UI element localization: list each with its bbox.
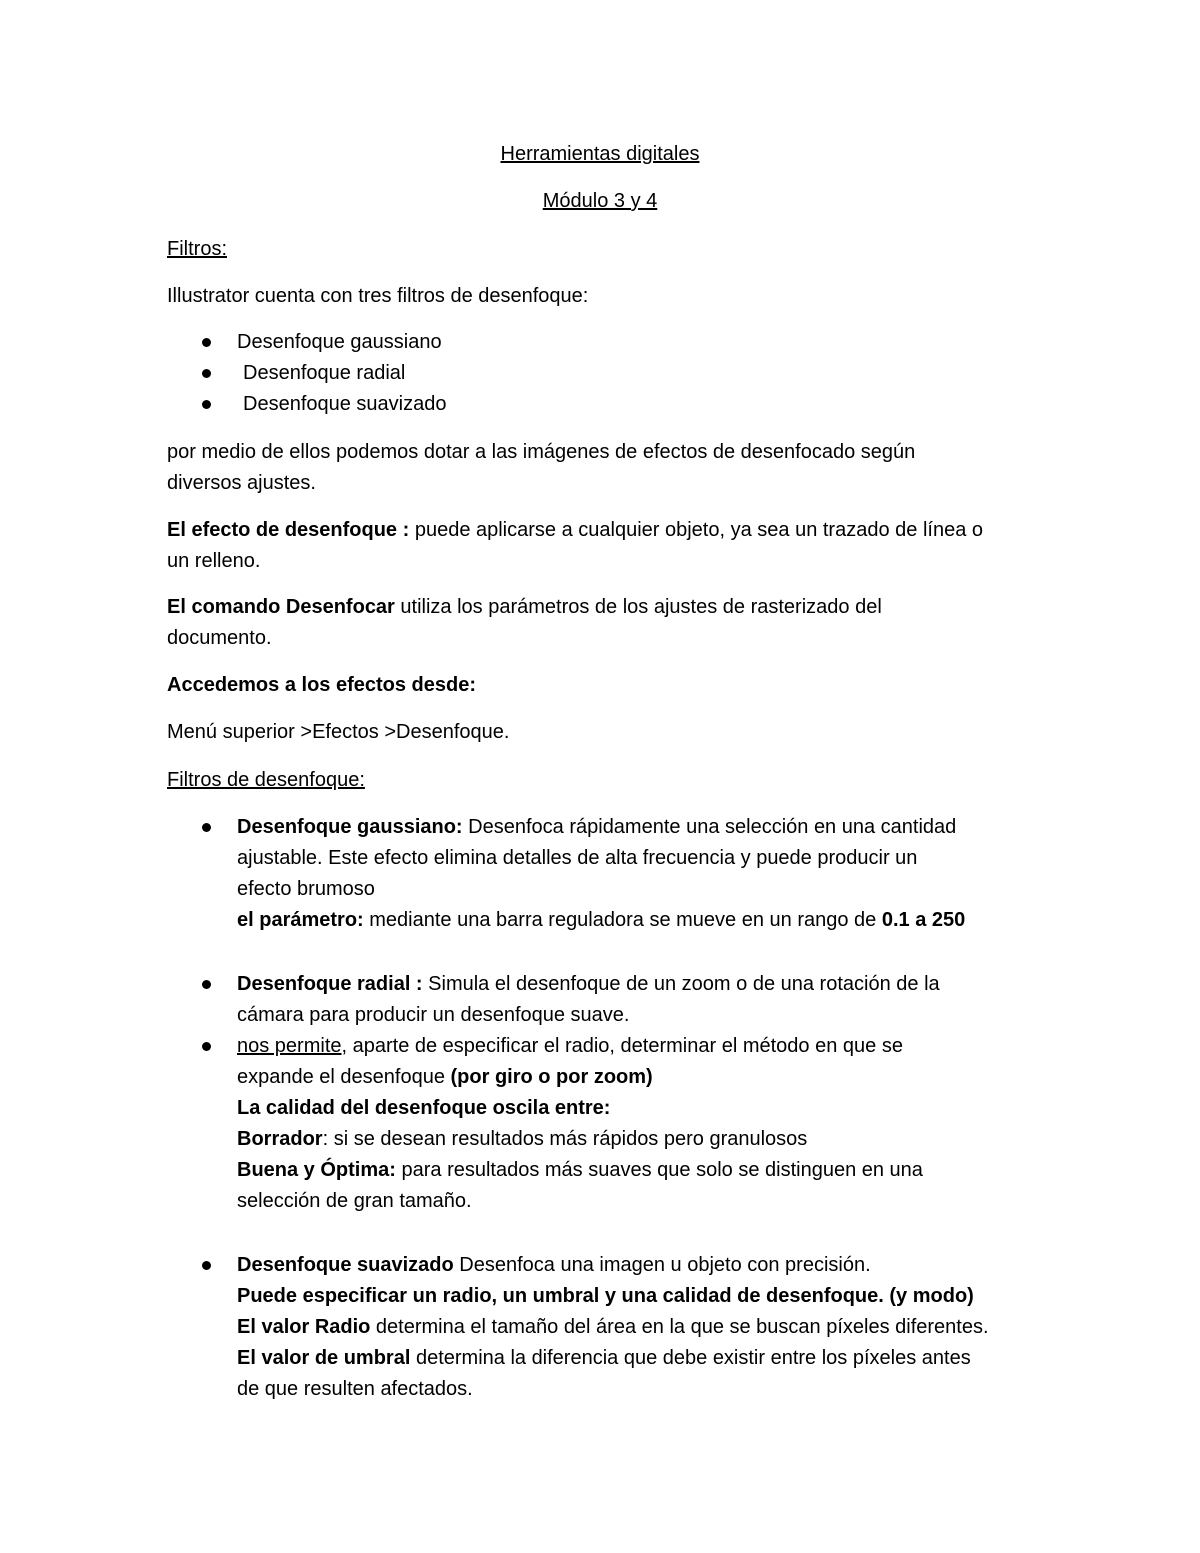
filtros-heading: Filtros: (167, 238, 227, 260)
filters-list (198, 327, 1058, 420)
list-item: Desenfoque radial : Simula el desenfoque de un zoom o de una rotación de la cámara para producir un desenfoque suave. (198, 969, 1058, 1031)
bullet-icon (202, 400, 211, 409)
list-item: nos permite, aparte de especificar el radio, determinar el método en que se expande el desenfoque (por giro o por zoom) La calidad del desenfoque oscila entre: Borrador: si se desean resultados más rápidos pero granulosos Buena y Óptima: para resultados más suaves que solo se distinguen en una selección de gran tamaño. (198, 1031, 1058, 1217)
medio-paragraph: por medio de ellos podemos dotar a las imágenes de efectos de desenfocado según diversos ajustes. (167, 441, 916, 494)
suavizado-list (198, 1250, 1058, 1405)
accedemos-heading: Accedemos a los efectos desde: (167, 674, 477, 696)
filtros-desenfoque-heading: Filtros de desenfoque: (167, 769, 365, 791)
bullet-icon (202, 1261, 211, 1270)
gaussiano-list (198, 812, 1058, 936)
menu-path: Menú superior >Efectos >Desenfoque. (167, 721, 510, 743)
bullet-icon (202, 369, 211, 378)
bullet-icon (202, 1042, 211, 1051)
document-subtitle: Módulo 3 y 4 (542, 190, 658, 212)
efecto-paragraph: El efecto de desenfoque : puede aplicarse a cualquier objeto, ya sea un trazado de línea o un relleno. (167, 519, 983, 572)
comando-paragraph: El comando Desenfocar utiliza los parámetros de los ajustes de rasterizado del documento. (167, 596, 882, 649)
document-title: Herramientas digitales (500, 143, 700, 165)
list-item: Desenfoque suavizado Desenfoca una imagen u objeto con precisión. Puede especificar un radio, un umbral y una calidad de desenfoque. (y modo) El valor Radio determina el tamaño del área en la que se buscan píxeles diferentes. El valor de umbral determina la diferencia que debe existir entre los píxeles antes de que resulten afectados. (198, 1250, 1058, 1405)
bullet-icon (202, 980, 211, 989)
list-item: Desenfoque gaussiano: Desenfoca rápidamente una selección en una cantidad ajustable. Este efecto elimina detalles de alta frecuencia y puede producir un efecto brumoso el parámetro: mediante una barra reguladora se mueve en un rango de 0.1 a 250 (198, 812, 1058, 936)
intro-paragraph: Illustrator cuenta con tres filtros de desenfoque: (167, 285, 589, 307)
bullet-icon (202, 338, 211, 347)
list-item: Desenfoque suavizado (198, 389, 1058, 420)
list-item: Desenfoque gaussiano (198, 327, 1058, 358)
radial-list (198, 969, 1058, 1217)
list-item: Desenfoque radial (198, 358, 1058, 389)
bullet-icon (202, 823, 211, 832)
